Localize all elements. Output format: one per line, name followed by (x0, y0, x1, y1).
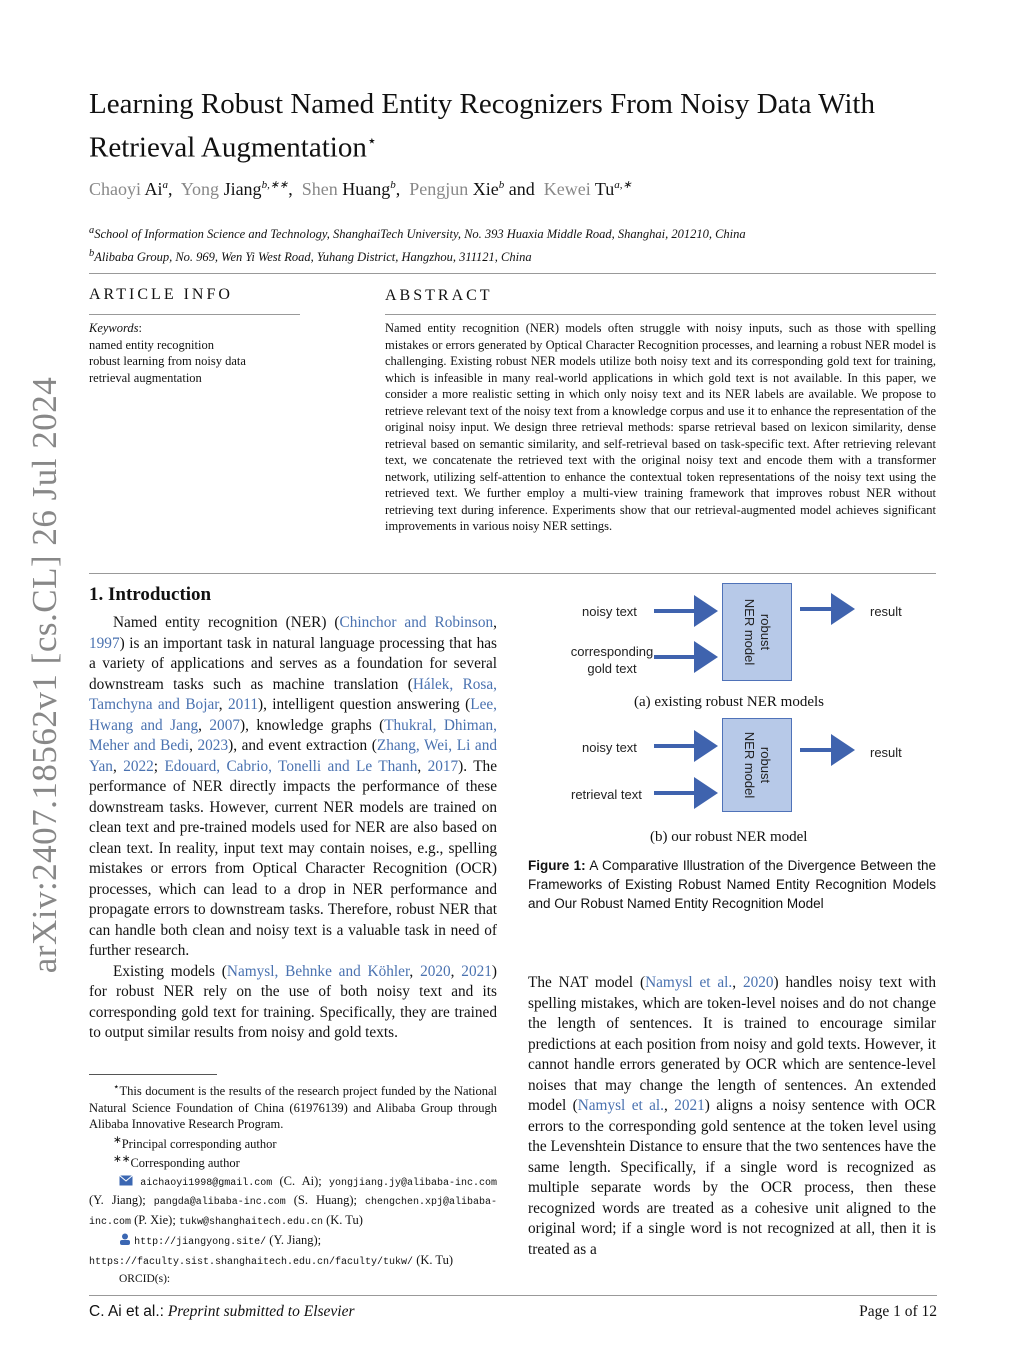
footnote-divider (89, 1074, 217, 1075)
text-run: , (450, 962, 462, 980)
keyword-item: retrieval augmentation (89, 370, 202, 385)
fig-a-output: result (870, 604, 902, 619)
email-list (89, 1173, 497, 1232)
body-left-column (89, 613, 497, 1044)
author[interactable] (302, 179, 410, 199)
fig-a-input-gold-line2: gold text (587, 661, 637, 676)
citation-link[interactable]: 2020 (420, 962, 451, 980)
text-run: , (663, 1097, 675, 1114)
fig-b-model-line1: robust (758, 746, 773, 784)
fig-a-model-box (722, 583, 792, 681)
citation-link[interactable]: 2017 (427, 757, 459, 775)
citation-link[interactable]: Edouard, Cabrio, Tonelli and Le Thanh (164, 757, 418, 775)
email-owner: (K. Tu) (322, 1212, 363, 1227)
author-affiliation-mark: b,∗∗ (261, 179, 289, 191)
author-affiliation-mark: a (162, 179, 169, 191)
fig-a-model-line2: NER model (742, 598, 757, 666)
affiliation-b-mark: b (89, 248, 95, 260)
fig-a-model-line1: robust (758, 613, 773, 651)
footer-venue: Preprint submitted to Elsevier (167, 1303, 355, 1320)
keyword-item: named entity recognition (89, 337, 214, 352)
corresponding-mark: ∗∗ (113, 1154, 131, 1166)
email-address[interactable]: yongjiang.jy@alibaba-inc.com (328, 1177, 497, 1189)
footer-authors: C. Ai et al.: (89, 1303, 164, 1320)
author-given-name: Chaoyi (89, 179, 141, 199)
affiliations (89, 221, 939, 267)
citation-link[interactable]: 2021 (461, 962, 492, 980)
author-family-name: Tu (590, 179, 615, 199)
arxiv-id: arXiv:2407.18562v1 [cs.CL] 26 Jul 2024 (25, 376, 64, 974)
faculty-owner: (K. Tu) (413, 1252, 454, 1267)
page-footer (89, 1303, 937, 1321)
figure-1-caption-label: Figure 1: (528, 858, 586, 873)
keywords-label: Keywords (89, 321, 139, 335)
text-run: ), intelligent question answering ( (257, 696, 471, 713)
citation-link[interactable]: Hálek, Rosa, Tamchyna and Bojar (89, 675, 497, 713)
citation-link[interactable]: 2021 (674, 1097, 705, 1114)
author-given-name: Yong (180, 179, 220, 199)
text-run: ) handles noisy text with spelling mistakes, which are token-level noises and do not change the length of sentences. It is trained to encourage similar predictions at each position from noisy and gold texts. However, it cannot handle errors generated by OCR which are sentence-level noises that may change the length of sentences. An extended model ( (528, 974, 936, 1114)
fig-a-input-noisy: noisy text (582, 604, 637, 619)
author-given-name: Shen (301, 179, 338, 199)
citation-link[interactable]: Namysl, Behnke and Köhler (226, 962, 410, 980)
principal-author-note: Principal corresponding author (121, 1136, 277, 1151)
author-separator: , (288, 179, 302, 199)
section-heading-introduction: 1. Introduction (89, 584, 212, 605)
author-separator: , (168, 179, 181, 199)
text-run: , (417, 757, 428, 775)
author[interactable] (89, 179, 181, 199)
affiliation-a-text: School of Information Science and Technology, ShanghaiTech University, No. 393 Huaxia Middle Road, Shanghai, 201210, China (94, 227, 746, 242)
text-run: The NAT model ( (528, 974, 646, 991)
author-separator: , (395, 179, 410, 199)
author-family-name: Ai (141, 179, 163, 199)
citation-link[interactable]: Namysl et al. (645, 974, 733, 991)
citation-link[interactable]: 2011 (227, 696, 258, 713)
principal-mark: ∗ (113, 1134, 122, 1146)
author[interactable] (409, 179, 544, 199)
envelope-icon (119, 1175, 133, 1186)
fig-a-input-gold (564, 643, 660, 677)
email-address[interactable]: aichaoyi1998@gmail.com (140, 1177, 273, 1189)
email-owner: (Y. Jiang); (89, 1193, 154, 1208)
author-family-name: Huang (337, 179, 391, 199)
citation-link[interactable]: Lee, Hwang and Jang (89, 696, 497, 734)
affiliation-b-text: Alibaba Group, No. 969, Wen Yi West Road, Yuhang District, Hangzhou, 311121, China (94, 250, 532, 265)
text-run: , (732, 974, 743, 991)
text-run: Named entity recognition (NER) ( (113, 614, 340, 631)
footer-divider (89, 1295, 937, 1296)
page-number: Page 1 of 12 (859, 1303, 937, 1320)
author-given-name: Pengjun (409, 179, 469, 199)
fig-b-output: result (870, 745, 902, 760)
text-run: ) for robust NER rely on the use of both noisy text and its corresponding gold text for training. Specifically, they are trained to output similar results from noisy and gold texts. (89, 962, 497, 1041)
keyword-item: robust learning from noisy data (89, 354, 246, 368)
text-run: , (493, 614, 497, 631)
title-footnote-mark: ⋆ (366, 133, 377, 150)
author-list (89, 178, 939, 200)
faculty-link[interactable]: https://faculty.sist.shanghaitech.edu.cn/faculty/tukw/ (89, 1256, 414, 1268)
fig-b-model-line2: NER model (742, 731, 757, 799)
fig-b-model-label (741, 732, 773, 798)
paragraph (89, 962, 497, 1044)
fig-b-model-box (722, 718, 792, 812)
text-run: ; (153, 757, 165, 775)
header-divider (89, 273, 936, 274)
affiliation-a-mark: a (89, 225, 95, 236)
fig-a-caption: (a) existing robust NER models (634, 694, 824, 710)
author-affiliation-mark: b (390, 179, 396, 191)
email-address[interactable]: tukw@shanghaitech.edu.cn (178, 1216, 323, 1228)
author-separator: and (504, 179, 544, 199)
keywords: Keywords: named entity recognition robust learning from noisy data retrieval augmentation (89, 320, 299, 386)
home-icon (119, 1233, 131, 1245)
citation-link[interactable]: 2007 (209, 716, 240, 734)
text-run: , (189, 737, 198, 754)
corresponding-author-note: Corresponding author (130, 1156, 240, 1171)
paragraph (89, 613, 497, 962)
author[interactable] (181, 179, 302, 199)
figure-1-caption (528, 856, 936, 913)
text-run: , (218, 696, 228, 713)
email-owner: (C. Ai); (272, 1173, 329, 1188)
paper-title (89, 86, 939, 167)
text-run: ) is an important task in natural language processing that has a variety of applications and serves as a foundation for several downstream tasks such as machine translation ( (89, 634, 497, 693)
citation-link[interactable]: 2020 (742, 974, 774, 991)
author-family-name: Xie (468, 179, 499, 199)
affiliation-a (89, 221, 939, 244)
text-run: ). The performance of NER directly impacts the performance of these downstream tasks. However, current NER models are trained on clean text and pre-trained models used for NER are also based on clean text. In reality, input text may contain noises, e.g., spelling mistakes or errors from Optical Character Recognition (OCR) processes, which can lead to a drop in NER performance and propagate errors to downstream tasks. Therefore, robust NER that can handle both clean and noisy text is a valuable task in need of further research. (89, 757, 497, 959)
email-owner: (P. Xie); (131, 1212, 179, 1227)
abstract-divider (385, 314, 936, 315)
citation-link[interactable]: Namysl et al. (577, 1097, 664, 1114)
citation-link[interactable]: 2023 (197, 737, 229, 754)
citation-link[interactable]: 2022 (123, 757, 154, 775)
author-given-name: Kewei (543, 179, 591, 199)
text-run: , (112, 757, 124, 775)
citation-link[interactable]: Zhang, Wei, Li and Yan (89, 737, 497, 775)
author-affiliation-mark: a,∗ (614, 179, 632, 191)
orcid-label: ORCID(s): (119, 1273, 171, 1286)
article-info-divider (89, 314, 300, 315)
title-line-1: Learning Robust Named Entity Recognizers From Noisy Data With (89, 88, 875, 120)
text-run: ) aligns a noisy sentence with OCR errors to the corresponding gold sentence at the token level using the Levenshtein Distance to ensure that the two sentences have the same length. Specifically, if a single word is recognized as multiple separate words by the OCR process, then these recognized words are treated as a cohesive unit aligned to the original word; if a single word is not recognized at all, then it is treated as a (528, 1097, 936, 1258)
article-info-heading: ARTICLE INFO (89, 286, 233, 303)
author-affiliation-mark: b (498, 179, 505, 191)
fig-a-input-gold-line1: corresponding (570, 644, 654, 659)
email-entries (89, 1174, 497, 1227)
title-line-2: Retrieval Augmentation (89, 131, 367, 164)
figure-1 (520, 570, 950, 860)
fig-b-input-noisy: noisy text (582, 740, 637, 755)
footnotes (89, 1080, 497, 1288)
author-family-name: Jiang (219, 179, 262, 199)
citation-link[interactable]: Thukral, Dhiman, Meher and Bedi (89, 716, 497, 754)
figure-1-caption-text: A Comparative Illustration of the Divergence Between the Frameworks of Existing Robust Named Entity Recognition Models and Our Robust Named Entity Recognition Model (528, 858, 936, 911)
paragraph (528, 973, 936, 1260)
email-owner: (S. Huang); (285, 1193, 365, 1208)
abstract-text: Named entity recognition (NER) models often struggle with noisy inputs, such as those with spelling mistakes or errors generated by Optical Character Recognition processes, and learning a robust NER model is challenging. Existing robust NER models utilize both noisy text and its corresponding gold text for training, which is infeasible in many real-world applications in which gold text is not available. In this paper, we consider a more realistic setting in which only noisy text and its NER labels are available. We propose to retrieve relevant text of the noisy text from a knowledge corpus and use it to enhance the representation of the original noisy input. We design three retrieval methods: sparse retrieval based on lexicon similarity, dense retrieval based on semantic similarity, and self-retrieval based on task-specific text. After retrieving relevant text, we concatenate the retrieved text with the original noisy text and encode them with a transformer network, utilizing self-attention to enhance the contextual token representations of the noisy text using the retrieved text. We further employ a multi-view training framework that improves robust NER without retrieving text during inference. Experiments show that our retrieval-augmented model achieves significant improvements in various noisy NER settings. (385, 321, 936, 533)
affiliation-b (89, 244, 939, 267)
text-run: , (409, 962, 421, 980)
email-address[interactable]: chengchen.xpj@alibaba-inc.com (89, 1197, 497, 1228)
text-run: ), and event extraction ( (228, 737, 377, 754)
text-run: , (198, 716, 210, 734)
abstract-heading: ABSTRACT (385, 287, 493, 304)
homepage-owner: (Y. Jiang); (266, 1233, 322, 1248)
email-address[interactable]: pangda@alibaba-inc.com (153, 1197, 286, 1209)
funding-footnote: This document is the results of the research project funded by the National Natural Science Foundation of China (61976139) and Alibaba Group through Alibaba Innovative Research Program. (89, 1084, 497, 1132)
footnote-star-mark: ⋆ (113, 1082, 120, 1093)
arxiv-stamp (20, 376, 70, 974)
citation-link[interactable]: 1997 (89, 634, 120, 652)
fig-b-caption: (b) our robust NER model (650, 829, 808, 845)
body-right-column (528, 973, 936, 1260)
fig-a-model-label (741, 599, 773, 665)
author[interactable] (544, 179, 632, 199)
homepage-link[interactable]: http://jiangyong.site/ (134, 1237, 267, 1249)
text-run: Existing models ( (113, 962, 227, 980)
citation-link[interactable]: Chinchor and Robinson (339, 614, 494, 631)
text-run: ), knowledge graphs ( (240, 716, 385, 734)
fig-b-input-retrieval: retrieval text (571, 787, 642, 802)
